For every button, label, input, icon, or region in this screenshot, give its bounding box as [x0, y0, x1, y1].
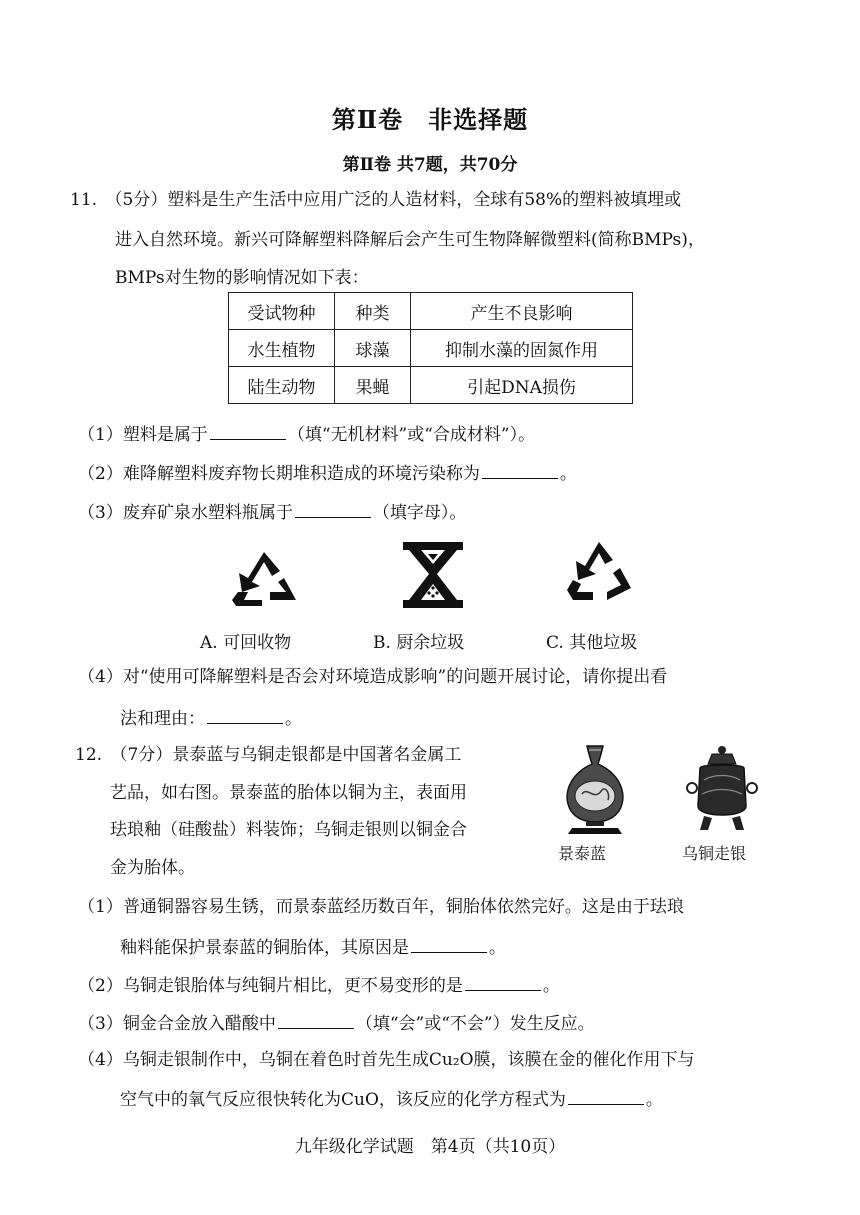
caption-wutongzouyin: 乌铜走银 [682, 844, 747, 863]
q11-sub3-text: （3）废弃矿泉水塑料瓶属于 [78, 503, 293, 523]
q11-line2: 进入自然环境。新兴可降解塑料降解后会产生可生物降解微塑料(简称BMPs)， [115, 230, 705, 250]
table-cell: 引起DNA损伤 [411, 367, 633, 404]
option-b-label: B. 厨余垃圾 [373, 633, 465, 653]
q11-sub2 [78, 462, 577, 484]
recycle-icon [563, 538, 635, 610]
recycle-icon [228, 548, 300, 610]
table-header-cell: 种类 [335, 293, 411, 330]
q12-sub2 [78, 974, 560, 996]
bmps-effect-table [228, 292, 633, 404]
q12-sub4-line1: （4）乌铜走银制作中，乌铜在着色时首先生成Cu₂O膜，该膜在金的催化作用下与 [78, 1050, 695, 1070]
section-title: 第Ⅱ卷 非选择题 [331, 105, 529, 134]
q11-sub4-end: 。 [285, 709, 302, 729]
q12-line3: 珐琅釉（硅酸盐）料装饰；乌铜走银则以铜金合 [110, 820, 467, 840]
table-row [229, 330, 633, 367]
option-c-label: C. 其他垃圾 [546, 633, 638, 653]
q12-line2: 艺品，如右图。景泰蓝的胎体以铜为主，表面用 [110, 783, 467, 803]
cloisonne-vase-image [560, 742, 630, 836]
q12-line4: 金为胎体。 [110, 858, 195, 878]
table-cell: 果蝇 [335, 367, 411, 404]
table-cell: 水生植物 [229, 330, 335, 367]
q12-sub3-text: （3）铜金合金放入醋酸中 [78, 1014, 276, 1034]
answer-blank[interactable] [482, 462, 558, 479]
q12-sub1-line1: （1）普通铜器容易生锈，而景泰蓝经历数百年，铜胎体依然完好。这是由于珐琅 [78, 897, 684, 917]
hourglass-icon [401, 540, 465, 610]
answer-blank[interactable] [278, 1012, 354, 1029]
q11-sub2-text: （2）难降解塑料废弃物长期堆积造成的环境污染称为 [78, 464, 480, 484]
q11-sub2-end: 。 [559, 464, 577, 484]
q12-sub3-hint: （填“会”或“不会”）发生反应。 [355, 1014, 595, 1034]
q11-sub3-hint: （填字母）。 [372, 503, 467, 523]
q12-sub1-end: 。 [489, 938, 506, 958]
q12-sub4-end: 。 [645, 1090, 663, 1110]
q11-sub1-text: （1）塑料是属于 [78, 425, 208, 445]
q12-sub1-text: 釉料能保护景泰蓝的铜胎体，其原因是 [120, 938, 409, 958]
table-cell: 抑制水藻的固氮作用 [411, 330, 633, 367]
q12-sub4-line2 [120, 1088, 663, 1110]
q12-sub1-line2 [120, 936, 506, 958]
q12-sub2-end: 。 [542, 976, 560, 996]
q12-sub3 [78, 1012, 595, 1034]
q12-sub4-text: 空气中的氧气反应很快转化为CuO，该反应的化学方程式为 [120, 1090, 566, 1110]
answer-blank[interactable] [295, 501, 371, 518]
q11-sub4-line2 [120, 707, 302, 729]
wutong-censer-image [686, 744, 758, 834]
table-cell: 球藻 [335, 330, 411, 367]
q11-line1: 11. （5分）塑料是生产生活中应用广泛的人造材料，全球有58%的塑料被填埋或 [70, 190, 682, 210]
q11-sub1 [78, 423, 535, 445]
answer-blank[interactable] [210, 423, 286, 440]
q12-line1: 12. （7分）景泰蓝与乌铜走银都是中国著名金属工 [75, 745, 462, 765]
q11-sub1-hint: （填“无机材料”或“合成材料”）。 [287, 425, 536, 445]
answer-blank[interactable] [465, 974, 541, 991]
table-row [229, 367, 633, 404]
section-subtitle: 第Ⅱ卷 共7题，共70分 [342, 155, 518, 175]
table-header-cell: 产生不良影响 [411, 293, 633, 330]
table-header-cell: 受试物种 [229, 293, 335, 330]
table-cell: 陆生动物 [229, 367, 335, 404]
answer-blank[interactable] [411, 936, 487, 953]
q11-sub4-line1: （4）对“使用可降解塑料是否会对环境造成影响”的问题开展讨论，请你提出看 [78, 667, 668, 687]
caption-jingtailan: 景泰蓝 [558, 844, 607, 863]
option-a-label: A. 可回收物 [200, 633, 292, 653]
answer-blank[interactable] [207, 707, 283, 724]
table-header-row [229, 293, 633, 330]
q11-line3: BMPs对生物的影响情况如下表： [115, 268, 369, 288]
q11-sub4-text: 法和理由： [120, 709, 205, 729]
q12-sub2-text: （2）乌铜走银胎体与纯铜片相比，更不易变形的是 [78, 976, 463, 996]
answer-blank[interactable] [568, 1088, 644, 1105]
q11-sub3 [78, 501, 466, 523]
page-footer: 九年级化学试题 第4页（共10页） [294, 1137, 566, 1157]
